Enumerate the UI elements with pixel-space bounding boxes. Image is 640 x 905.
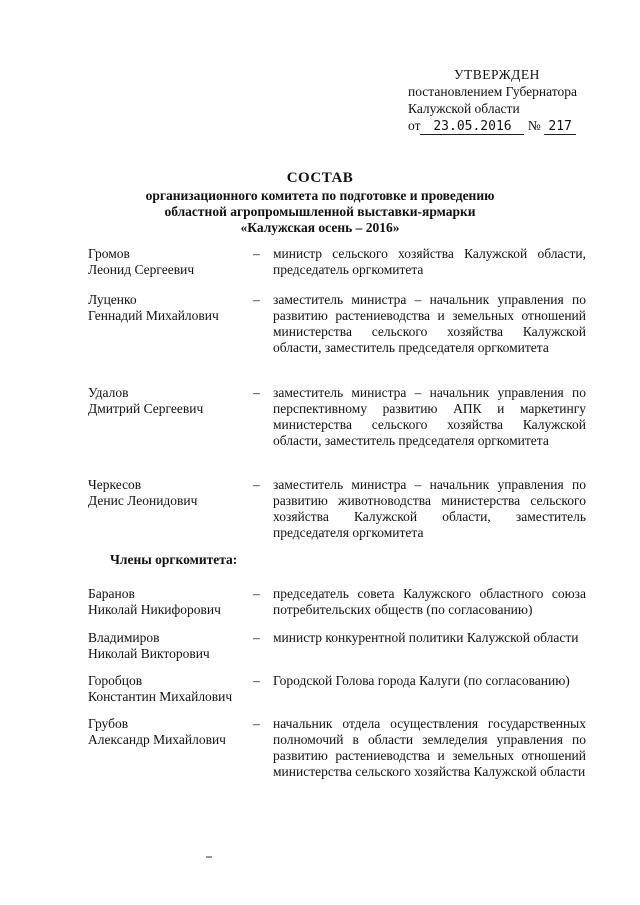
dash-separator: – bbox=[253, 385, 260, 400]
person-role: Городской Голова города Калуги (по согласованию) bbox=[273, 673, 570, 688]
person-surname: Горобцов bbox=[88, 673, 143, 688]
dash-separator: – bbox=[253, 673, 260, 688]
person-given-names: Дмитрий Сергеевич bbox=[88, 401, 204, 416]
dash-separator: – bbox=[253, 246, 260, 261]
person-role: заместитель министра – начальник управления по перспективному развитию АПК и маркетингу министерства сельского хозяйства Калужской области, заместитель председателя оргкомитета bbox=[273, 385, 586, 448]
person-name bbox=[88, 716, 258, 748]
person-name bbox=[88, 385, 258, 417]
dash-separator: – bbox=[253, 292, 260, 307]
members-heading: Члены оргкомитета: bbox=[110, 552, 238, 567]
scan-speck bbox=[206, 856, 212, 858]
person-surname: Грубов bbox=[88, 716, 129, 731]
person-surname: Луценко bbox=[88, 292, 137, 307]
person-role: министр сельского хозяйства Калужской области, председатель оргкомитета bbox=[273, 246, 586, 277]
person-role: председатель совета Калужского областного союза потребительских обществ (по согласованию) bbox=[273, 586, 586, 617]
dash-separator: – bbox=[253, 477, 260, 492]
approval-heading: УТВЕРЖДЕН bbox=[454, 67, 540, 82]
person-given-names: Николай Никифорович bbox=[88, 602, 221, 617]
approval-block bbox=[408, 66, 608, 135]
person-name bbox=[88, 630, 258, 662]
approval-number: 217 bbox=[544, 120, 576, 135]
title-line-1: организационного комитета по подготовке и проведению bbox=[145, 188, 495, 203]
approval-line-region: Калужской области bbox=[408, 101, 520, 116]
person-name bbox=[88, 586, 258, 618]
person-surname: Владимиров bbox=[88, 630, 160, 645]
person-name bbox=[88, 673, 258, 705]
person-surname: Черкесов bbox=[88, 477, 142, 492]
number-prefix: № bbox=[527, 118, 541, 133]
approval-date-line bbox=[408, 117, 608, 135]
person-surname: Удалов bbox=[88, 385, 129, 400]
person-name bbox=[88, 477, 258, 509]
person-role: начальник отдела осуществления государственных полномочий в области земледелия управления по развитию растениеводства и земельных отношений министерства сельского хозяйства Калужской области bbox=[273, 716, 586, 779]
person-given-names: Денис Леонидович bbox=[88, 493, 198, 508]
person-given-names: Николай Викторович bbox=[88, 646, 210, 661]
person-given-names: Александр Михайлович bbox=[88, 732, 226, 747]
dash-separator: – bbox=[253, 630, 260, 645]
title-line-3: «Калужская осень – 2016» bbox=[240, 220, 400, 235]
person-surname: Громов bbox=[88, 246, 130, 261]
person-role: министр конкурентной политики Калужской области bbox=[273, 630, 579, 645]
person-given-names: Геннадий Михайлович bbox=[88, 308, 219, 323]
person-role: заместитель министра – начальник управления по развитию животноводства министерства сельского хозяйства Калужской области, заместитель председателя оргкомитета bbox=[273, 477, 586, 540]
date-prefix: от bbox=[408, 118, 421, 133]
approval-line-decree: постановлением Губернатора bbox=[408, 84, 577, 99]
person-name bbox=[88, 292, 258, 324]
title-line-2: областной агропромышленной выставки-ярмарки bbox=[164, 204, 476, 219]
dash-separator: – bbox=[253, 716, 260, 731]
dash-separator: – bbox=[253, 586, 260, 601]
person-role: заместитель министра – начальник управления по развитию растениеводства и земельных отношений министерства сельского хозяйства Калужской области, заместитель председателя оргкомитета bbox=[273, 292, 586, 355]
person-surname: Баранов bbox=[88, 586, 135, 601]
document-title bbox=[0, 170, 640, 236]
person-name bbox=[88, 246, 258, 278]
person-given-names: Константин Михайлович bbox=[88, 689, 233, 704]
approval-date: 23.05.2016 bbox=[420, 120, 524, 135]
title-main: СОСТАВ bbox=[286, 170, 354, 186]
person-given-names: Леонид Сергеевич bbox=[88, 262, 195, 277]
